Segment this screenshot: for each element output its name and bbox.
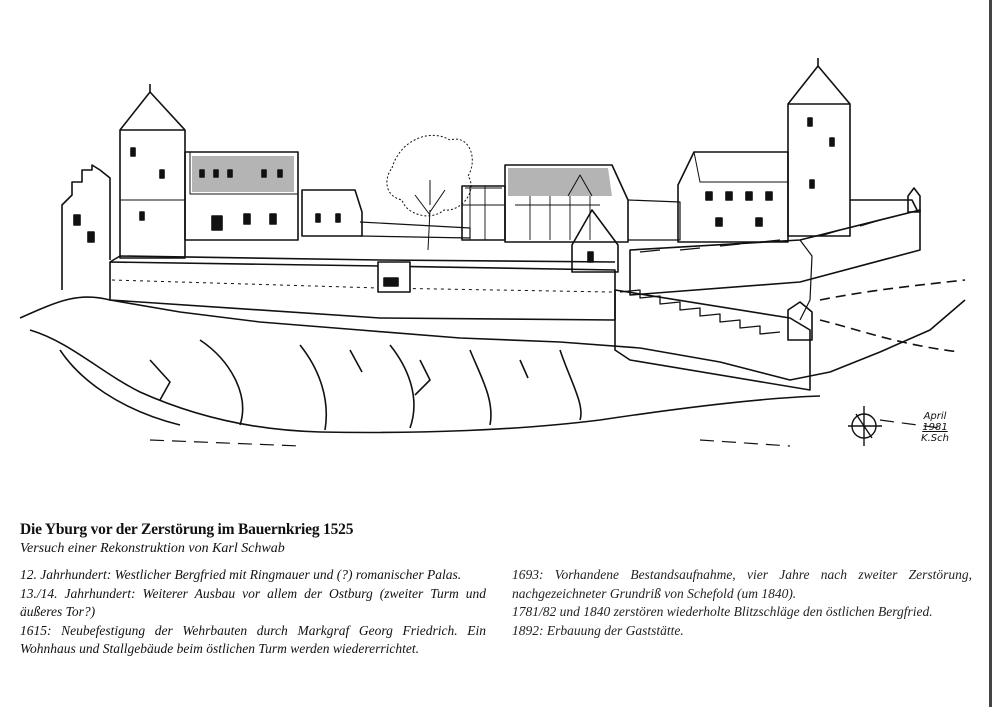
history-entry: 12. Jahrhundert: Westlicher Bergfried mit Ringmauer und (?) romanischer Palas. bbox=[20, 567, 462, 582]
artist-signature bbox=[905, 411, 965, 444]
history-entry: 1615: Neubefestigung der Wehrbauten durch Markgraf Georg Friedrich. Ein Wohnhaus und Stallgebäude beim östlichen Turm werden wiedererrichtet. bbox=[20, 622, 486, 657]
scan-edge bbox=[989, 0, 992, 707]
stepped-gable bbox=[62, 165, 110, 290]
rock-face bbox=[30, 330, 820, 433]
history-entry: 1693: Vorhandene Bestandsaufnahme, vier Jahre nach zweiter Zerstörung, nachgezeichneter Grundriß von Schefold (um 1840). bbox=[512, 567, 972, 601]
eastern-keep bbox=[788, 66, 850, 236]
artist-monogram bbox=[848, 406, 882, 446]
signature-year: 1981 bbox=[922, 422, 948, 433]
western-keep bbox=[120, 92, 185, 258]
history-entry: 1892: Erbauung der Gaststätte. bbox=[512, 622, 684, 638]
history-entry: 1781/82 und 1840 zerstören wiederholte Blitzschläge den östlichen Bergfried. bbox=[512, 604, 933, 620]
hill-outline bbox=[20, 297, 965, 380]
signature-initials: K.Sch bbox=[921, 433, 949, 444]
tree bbox=[387, 135, 472, 250]
gate-box bbox=[378, 262, 410, 292]
history-column-left bbox=[20, 566, 486, 659]
outer-wall-east bbox=[615, 290, 810, 390]
caption-title: Die Yburg vor der Zerstörung im Bauernkrieg 1525 bbox=[20, 521, 354, 538]
history-column-right bbox=[512, 566, 972, 640]
history-entry: 13./14. Jahrhundert: Weiterer Ausbau vor allem der Ostburg (zweiter Turm und äußeres Tor?) bbox=[20, 585, 486, 620]
signature-month: April bbox=[923, 411, 947, 422]
caption-subtitle: Versuch einer Rekonstruktion von Karl Schwab bbox=[20, 541, 285, 556]
half-timbered-house bbox=[462, 186, 505, 240]
